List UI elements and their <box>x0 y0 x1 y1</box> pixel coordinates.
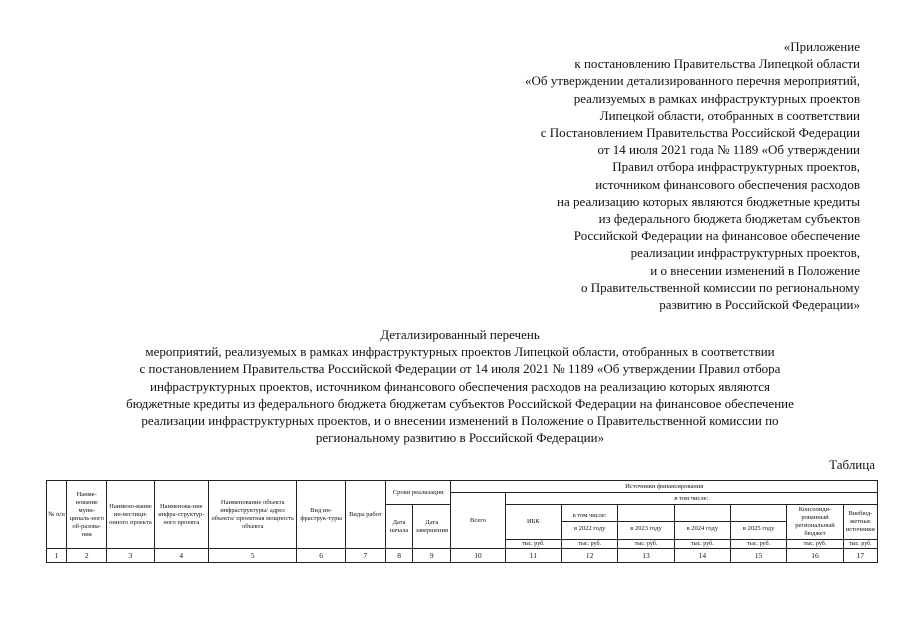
appendix-line: с Постановлением Правительства Российской Федерации <box>540 125 860 141</box>
appendix-line: о Правительственной комиссии по региональному <box>580 279 860 295</box>
title-line: региональному развитию в Российской Федерации» <box>315 430 605 446</box>
header-2025-label: в 2025 году <box>742 524 775 532</box>
header-start-date: Дата начала <box>385 505 412 549</box>
column-number-cell: 9 <box>413 549 451 563</box>
header-2022-label: в 2022 году <box>573 524 606 532</box>
header-2023 <box>618 505 674 540</box>
column-number-cell: 14 <box>674 549 730 563</box>
title-line: мероприятий, реализуемых в рамках инфраструктурных проектов Липецкой области, отобранных в соответствии <box>145 344 775 360</box>
unit-2022: тыс. руб. <box>562 540 618 549</box>
appendix-line: «Приложение <box>783 39 860 54</box>
appendix-line: реализуемых в рамках инфраструктурных проектов <box>573 90 860 106</box>
title-heading: Детализированный перечень <box>380 327 540 342</box>
appendix-header <box>340 38 860 313</box>
column-number-cell: 17 <box>843 549 877 563</box>
appendix-line: из федерального бюджета бюджетам субъектов <box>598 211 860 227</box>
header-funding-sources: Источники финансирования <box>451 481 878 493</box>
column-number-cell: 11 <box>505 549 561 563</box>
header-total: Всего <box>451 493 505 549</box>
header-investment-project: Наимено-вание ин-вестици-онного проекта <box>107 481 154 549</box>
appendix-line: Российской Федерации на финансовое обеспечение <box>573 228 860 244</box>
header-2025 <box>730 505 786 540</box>
column-number-cell: 7 <box>345 549 385 563</box>
column-number-cell: 2 <box>67 549 107 563</box>
title-line: инфраструктурных проектов, источником финансового обеспечения расходов на реализацию которых являются <box>150 378 770 394</box>
header-2024-label: в 2024 году <box>686 524 719 532</box>
appendix-line: источником финансового обеспечения расходов <box>595 176 860 192</box>
header-end-date: Дата завершения <box>413 505 451 549</box>
title-line: реализации инфраструктурных проектов, и о внесении изменений в Положение о Правительственной комиссии по <box>141 413 779 429</box>
column-number-cell: 15 <box>730 549 786 563</box>
appendix-line: на реализацию которых являются бюджетные кредиты <box>557 193 860 209</box>
appendix-line: Правил отбора инфраструктурных проектов, <box>612 159 860 175</box>
header-object: Наименование объекта инфраструктуры/ адрес объекта/ проектная мощность объекта <box>208 481 297 549</box>
column-number-cell: 16 <box>787 549 843 563</box>
header-terms: Сроки реализации <box>385 481 450 505</box>
document-title <box>40 326 880 446</box>
unit-2023: тыс. руб. <box>618 540 674 549</box>
header-municipality: Наиме-нование муни-ципаль-ного об-разова-ния <box>67 481 107 549</box>
header-regional-budget: Консолиди-рованный региональный бюджет <box>787 505 843 540</box>
table-label: Таблица <box>829 457 875 472</box>
unit-2025: тыс. руб. <box>730 540 786 549</box>
column-number-cell: 5 <box>208 549 297 563</box>
appendix-line: развитию в Российской Федерации» <box>659 297 860 313</box>
header-including-sub: в том числе: <box>562 512 618 522</box>
column-number-cell: 10 <box>451 549 505 563</box>
column-number-cell: 1 <box>47 549 67 563</box>
unit-regional: тыс. руб. <box>787 540 843 549</box>
header-2023-label: в 2023 году <box>630 524 662 532</box>
table-row-column-numbers <box>47 549 878 563</box>
unit-extrabudgetary: тыс. руб. <box>843 540 877 549</box>
header-2024 <box>674 505 730 540</box>
appendix-line: к постановлению Правительства Липецкой области <box>574 56 860 72</box>
appendix-line: «Об утверждении детализированного перечня мероприятий, <box>525 73 860 89</box>
measures-table <box>46 480 878 563</box>
unit-2024: тыс. руб. <box>674 540 730 549</box>
header-extrabudgetary: Внебюд-жетные источники <box>843 505 877 540</box>
header-ibk: ИБК <box>505 505 561 540</box>
appendix-line: Липецкой области, отобранных в соответствии <box>599 107 860 123</box>
header-infrastructure-project: Наименова-ние инфра-структур-ного проекта <box>154 481 208 549</box>
column-number-cell: 4 <box>154 549 208 563</box>
header-work-types: Виды работ <box>345 481 385 549</box>
header-2022 <box>562 505 618 540</box>
column-number-cell: 8 <box>385 549 412 563</box>
title-line: бюджетные кредиты из федерального бюджета бюджетам субъектов Российской Федерации на финансовое обеспечение <box>126 395 794 411</box>
column-number-cell: 6 <box>297 549 345 563</box>
column-number-cell: 13 <box>618 549 674 563</box>
header-number: № п/п <box>47 481 67 549</box>
unit-ibk: тыс. руб. <box>505 540 561 549</box>
column-number-cell: 3 <box>107 549 154 563</box>
appendix-line: и о внесении изменений в Положение <box>650 262 860 278</box>
appendix-line: реализации инфраструктурных проектов, <box>630 245 860 261</box>
title-line: с постановлением Правительства Российской Федерации от 14 июля 2021 № 1189 «Об утверждении Правил отбора <box>139 361 781 377</box>
column-number-cell: 12 <box>562 549 618 563</box>
header-including: в том числе: <box>505 493 877 505</box>
appendix-line: от 14 июля 2021 года № 1189 «Об утверждении <box>597 142 860 158</box>
header-infrastructure-type: Вид ин-фраструк-туры <box>297 481 345 549</box>
